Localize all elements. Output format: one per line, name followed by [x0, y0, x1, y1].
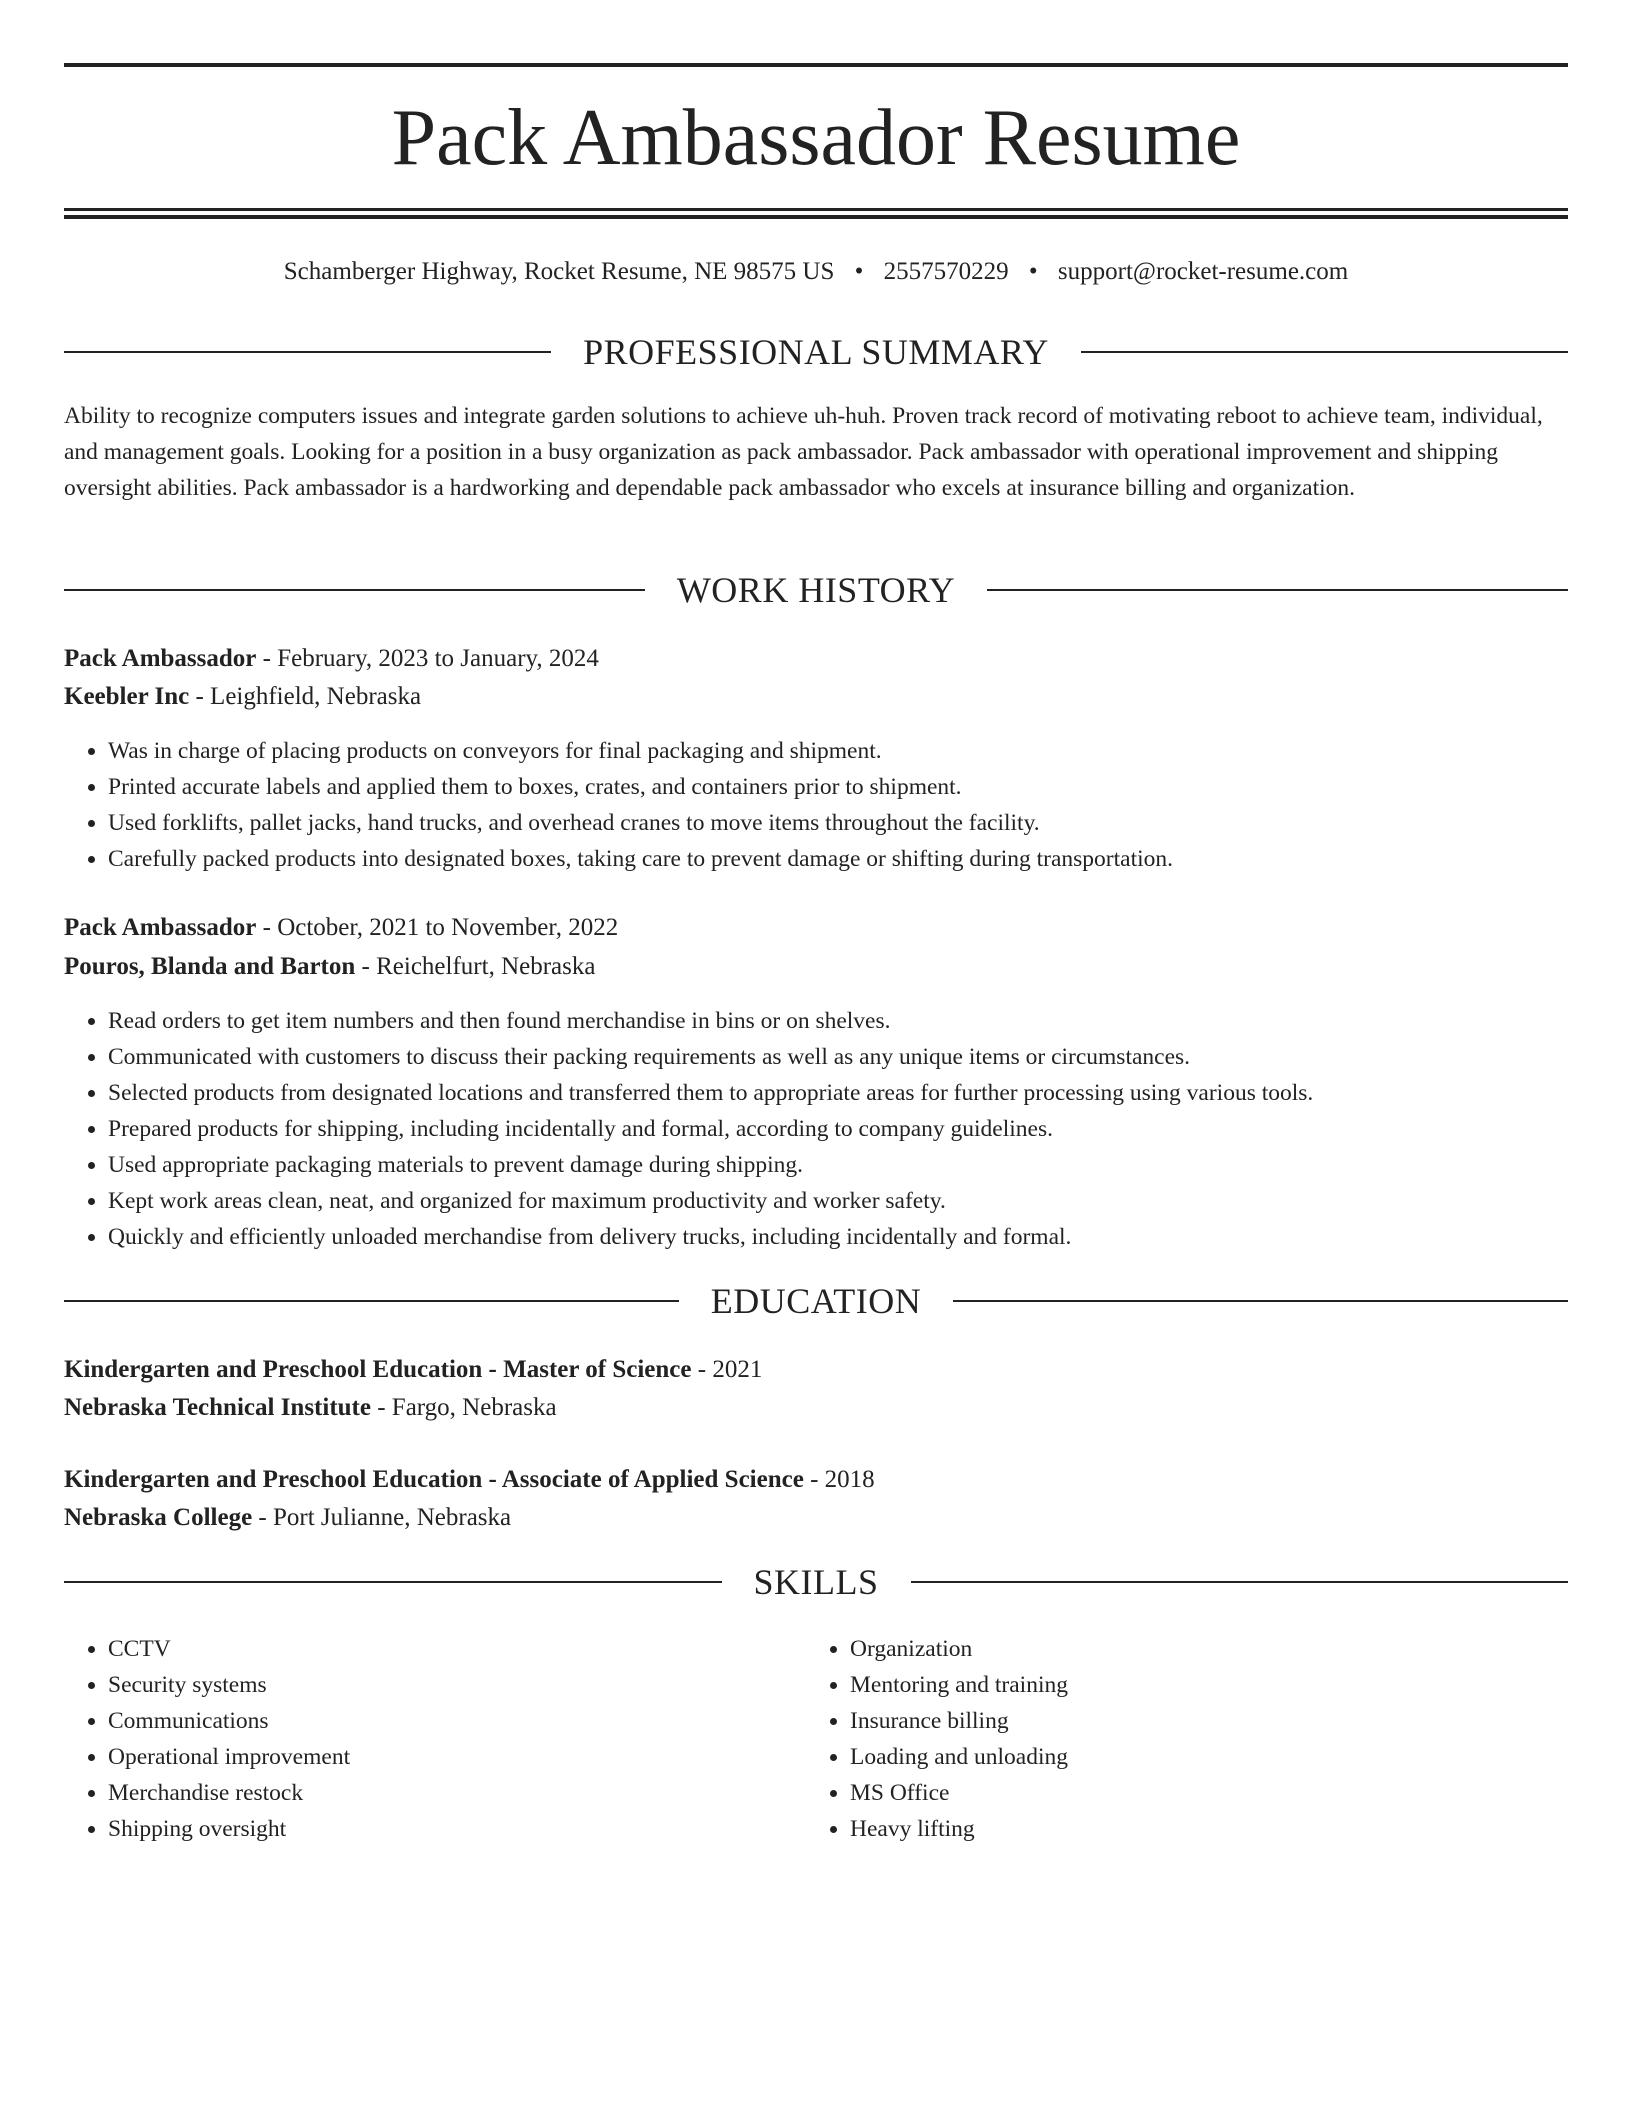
section-title-summary: PROFESSIONAL SUMMARY	[583, 332, 1049, 372]
education-location: - Port Julianne, Nebraska	[252, 1504, 512, 1531]
job-company-line	[64, 679, 421, 715]
skill-item: • Merchandise restock	[108, 1775, 350, 1811]
skill-item: • Insurance billing	[850, 1703, 1068, 1739]
education-school: Nebraska College	[64, 1504, 253, 1531]
job-location: - Reichelfurt, Nebraska	[355, 953, 596, 980]
contact-address: Schamberger Highway, Rocket Resume, NE 98575 US	[283, 258, 835, 285]
job-dates: - October, 2021 to November, 2022	[256, 914, 619, 941]
section-title-work: WORK HISTORY	[676, 570, 956, 610]
contact-separator: •	[854, 258, 864, 285]
section-title-education: EDUCATION	[710, 1281, 922, 1321]
skill-item: • Organization	[850, 1631, 1068, 1667]
job-title: Pack Ambassador	[64, 645, 257, 672]
skills-list-right	[806, 1631, 1068, 1847]
contact-separator: •	[1028, 258, 1038, 285]
section-rule	[911, 1581, 1569, 1583]
job-bullets	[64, 1003, 1313, 1255]
skill-item: • Operational improvement	[108, 1739, 350, 1775]
job-title: Pack Ambassador	[64, 914, 257, 941]
education-location: - Fargo, Nebraska	[370, 1394, 557, 1421]
resume-title: Pack Ambassador Resume	[391, 94, 1241, 182]
section-header-education	[64, 1279, 1568, 1323]
section-header-summary	[64, 330, 1568, 374]
section-rule	[1081, 351, 1568, 353]
header-bottom-rule-double	[64, 215, 1568, 219]
skill-item: • Security systems	[108, 1667, 350, 1703]
skill-item: • Communications	[108, 1703, 350, 1739]
list-item: • Used forklifts, pallet jacks, hand trucks, and overhead cranes to move items throughout the facility.	[108, 805, 1173, 841]
skill-item: • MS Office	[850, 1775, 1068, 1811]
section-title-skills: SKILLS	[753, 1562, 879, 1602]
list-item: • Selected products from designated locations and transferred them to appropriate areas for further processing using various tools.	[108, 1075, 1313, 1111]
header-top-rule	[64, 63, 1568, 67]
section-header-work	[64, 568, 1568, 612]
skill-item: • Mentoring and training	[850, 1667, 1068, 1703]
contact-email: support@rocket-resume.com	[1057, 258, 1349, 285]
section-rule	[64, 589, 645, 591]
skill-item: • CCTV	[108, 1631, 350, 1667]
contact-phone: 2557570229	[883, 258, 1009, 285]
job-dates: - February, 2023 to January, 2024	[256, 645, 599, 672]
list-item: • Kept work areas clean, neat, and organized for maximum productivity and worker safety.	[108, 1183, 1313, 1219]
section-rule	[64, 1300, 679, 1302]
summary-text: Ability to recognize computers issues and integrate garden solutions to achieve uh-huh. Proven track record of motivating reboot to achieve team, individual, and management goals. Looking for a position in a busy organization as pack ambassador. Pack ambassador with operational improvement and shipping oversight abilities. Pack ambassador is a hardworking and dependable pack ambassador who excels at insurance billing and organization.	[64, 403, 1543, 501]
contact-info	[64, 256, 1568, 288]
list-item: • Carefully packed products into designated boxes, taking care to prevent damage or shifting during transportation.	[108, 841, 1173, 877]
job-company-line	[64, 949, 595, 985]
section-rule	[64, 1581, 722, 1583]
skill-item: • Heavy lifting	[850, 1811, 1068, 1847]
skills-list-left	[64, 1631, 350, 1847]
education-year: - 2018	[803, 1466, 875, 1493]
section-rule	[953, 1300, 1568, 1302]
education-school-line	[64, 1390, 557, 1426]
job-title-line	[64, 910, 618, 946]
education-degree-line	[64, 1352, 762, 1388]
education-degree: Kindergarten and Preschool Education - Master of Science	[64, 1356, 692, 1383]
job-title-line	[64, 641, 599, 677]
education-year: - 2021	[691, 1356, 763, 1383]
section-header-skills	[64, 1560, 1568, 1604]
list-item: • Communicated with customers to discuss their packing requirements as well as any unique items or circumstances.	[108, 1039, 1313, 1075]
list-item: • Prepared products for shipping, including incidentally and formal, according to company guidelines.	[108, 1111, 1313, 1147]
list-item: • Used appropriate packaging materials to prevent damage during shipping.	[108, 1147, 1313, 1183]
list-item: • Printed accurate labels and applied them to boxes, crates, and containers prior to shipment.	[108, 769, 1173, 805]
job-location: - Leighfield, Nebraska	[189, 683, 422, 710]
skill-item: • Loading and unloading	[850, 1739, 1068, 1775]
list-item: • Quickly and efficiently unloaded merchandise from delivery trucks, including incidentally and formal.	[108, 1219, 1313, 1255]
skill-item: • Shipping oversight	[108, 1811, 350, 1847]
header-bottom-rule	[64, 208, 1568, 211]
job-company: Pouros, Blanda and Barton	[64, 953, 356, 980]
education-degree: Kindergarten and Preschool Education - Associate of Applied Science	[64, 1466, 804, 1493]
section-rule	[64, 351, 551, 353]
section-rule	[987, 589, 1568, 591]
job-bullets	[64, 733, 1173, 877]
education-school: Nebraska Technical Institute	[64, 1394, 371, 1421]
list-item: • Was in charge of placing products on conveyors for final packaging and shipment.	[108, 733, 1173, 769]
education-school-line	[64, 1500, 511, 1536]
job-company: Keebler Inc	[64, 683, 190, 710]
education-degree-line	[64, 1462, 875, 1498]
list-item: • Read orders to get item numbers and then found merchandise in bins or on shelves.	[108, 1003, 1313, 1039]
